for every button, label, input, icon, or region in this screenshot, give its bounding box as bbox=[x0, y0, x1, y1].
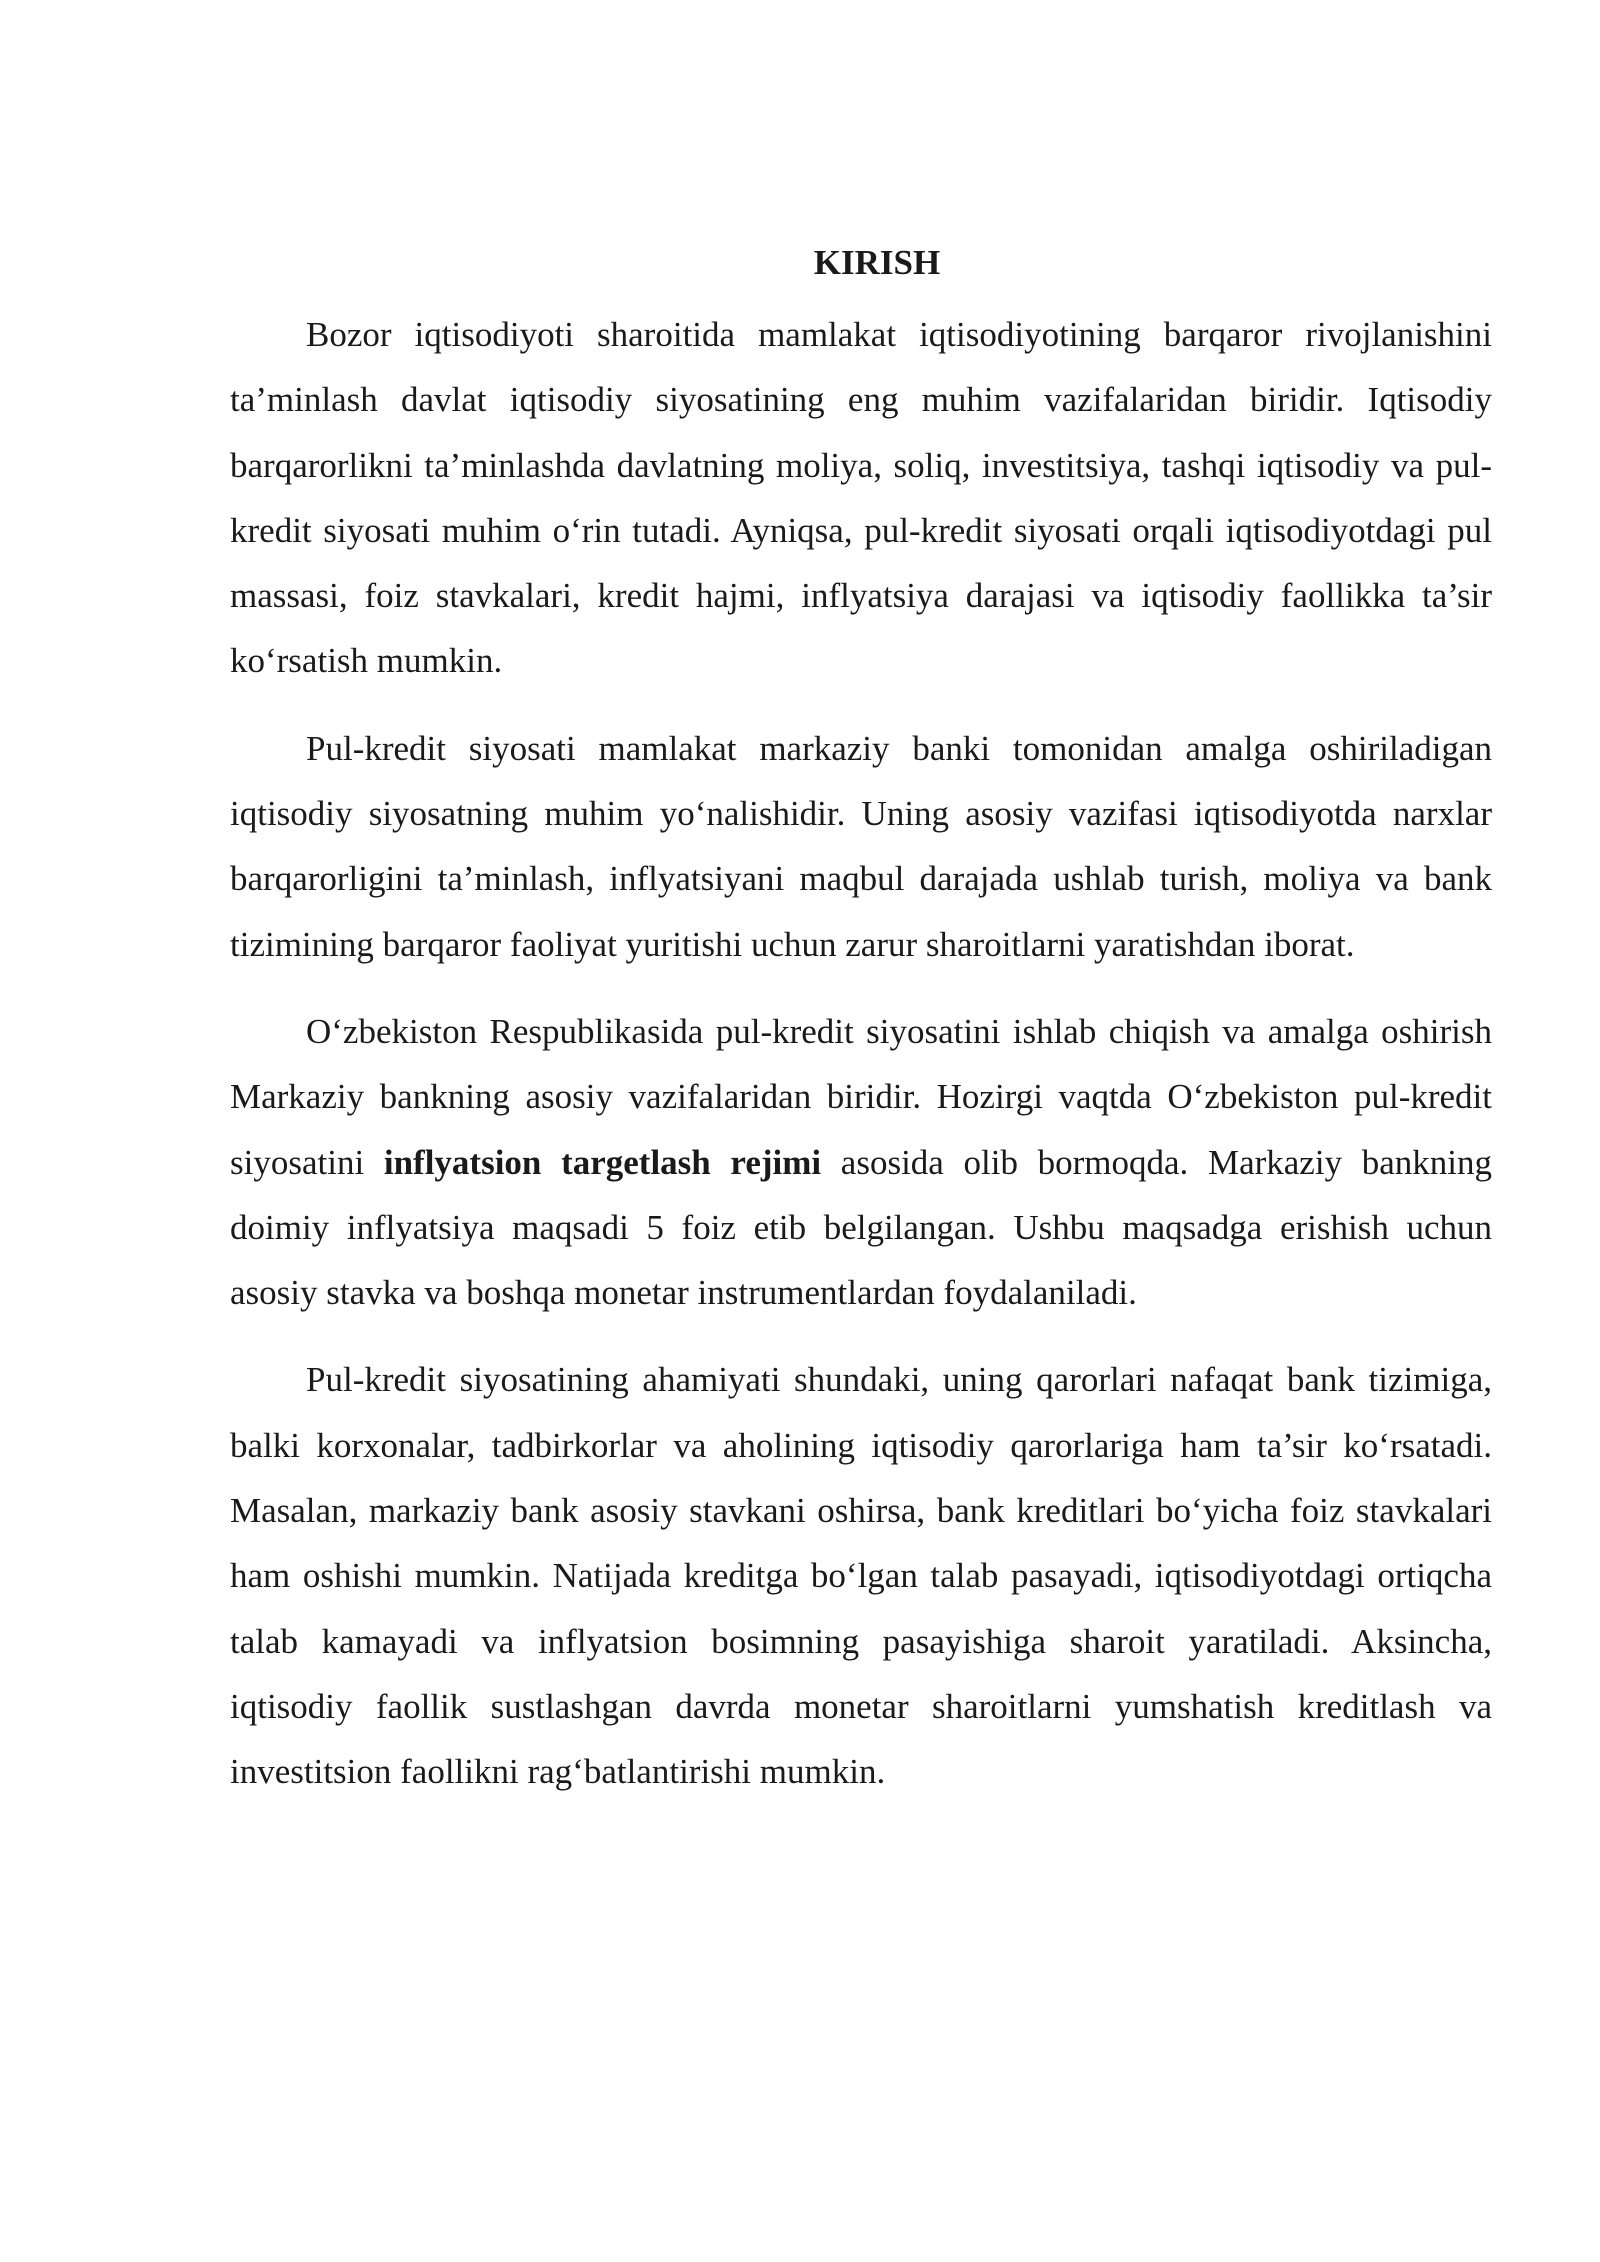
paragraph-3-text-end: asosida olib bormoqda. Markaziy bankning doimiy inflyatsiya maqsadi 5 foiz etib belgilangan. Ushbu maqsadga erishish uchun asosiy stavka va boshqa monetar instrumentlardan foydalaniladi. bbox=[230, 1142, 1492, 1313]
paragraph-3-text-start: O‘zbekiston Respublikasida pul-kredit siyosatini ishlab chiqish va amalga oshirish Markaziy bankning asosiy vazifalaridan biridir. Hozirgi vaqtda O‘zbekiston pul-kredit siyosatini bbox=[230, 1011, 1492, 1182]
document-page bbox=[230, 238, 1492, 1805]
paragraph-4: Pul-kredit siyosatining ahamiyati shundaki, uning qarorlari nafaqat bank tizimiga, balki korxonalar, tadbirkorlar va aholining iqtisodiy qarorlariga ham ta’sir ko‘rsatadi. Masalan, markaziy bank asosiy stavkani oshirsa, bank kreditlari bo‘yicha foiz stavkalari ham oshishi mumkin. Natijada kreditga bo‘lgan talab pasayadi, iqtisodiyotdagi ortiqcha talab kamayadi va inflyatsion bosimning pasayishiga sharoit yaratiladi. Aksincha, iqtisodiy faollik sustlashgan davrda monetar sharoitlarni yumshatish kreditlash va investitsion faollikni rag‘batlantirishi mumkin. bbox=[230, 1360, 1492, 1792]
paragraph-2: Pul-kredit siyosati mamlakat markaziy banki tomonidan amalga oshiriladigan iqtisodiy siyosatning muhim yo‘nalishidir. Uning asosiy vazifasi iqtisodiyotda narxlar barqarorligini ta’minlash, inflyatsiyani maqbul darajada ushlab turish, moliya va bank tizimining barqaror faoliyat yuritishi uchun zarur sharoitlarni yaratishdan iborat. bbox=[230, 728, 1492, 964]
paragraph-3 bbox=[230, 999, 1492, 1325]
page-title: KIRISH bbox=[813, 243, 941, 282]
bold-term: inflyatsion targetlash rejimi bbox=[383, 1142, 822, 1182]
paragraph-1: Bozor iqtisodiyoti sharoitida mamlakat iqtisodiyotining barqaror rivojlanishini ta’minlash davlat iqtisodiy siyosatining eng muhim vazifalaridan biridir. Iqtisodiy barqarorlikni ta’minlashda davlatning moliya, soliq, investitsiya, tashqi iqtisodiy va pul-kredit siyosati muhim o‘rin tutadi. Ayniqsa, pul-kredit siyosati orqali iqtisodiyotdagi pul massasi, foiz stavkalari, kredit hajmi, inflyatsiya darajasi va iqtisodiy faollikka ta’sir ko‘rsatish mumkin. bbox=[230, 315, 1492, 681]
